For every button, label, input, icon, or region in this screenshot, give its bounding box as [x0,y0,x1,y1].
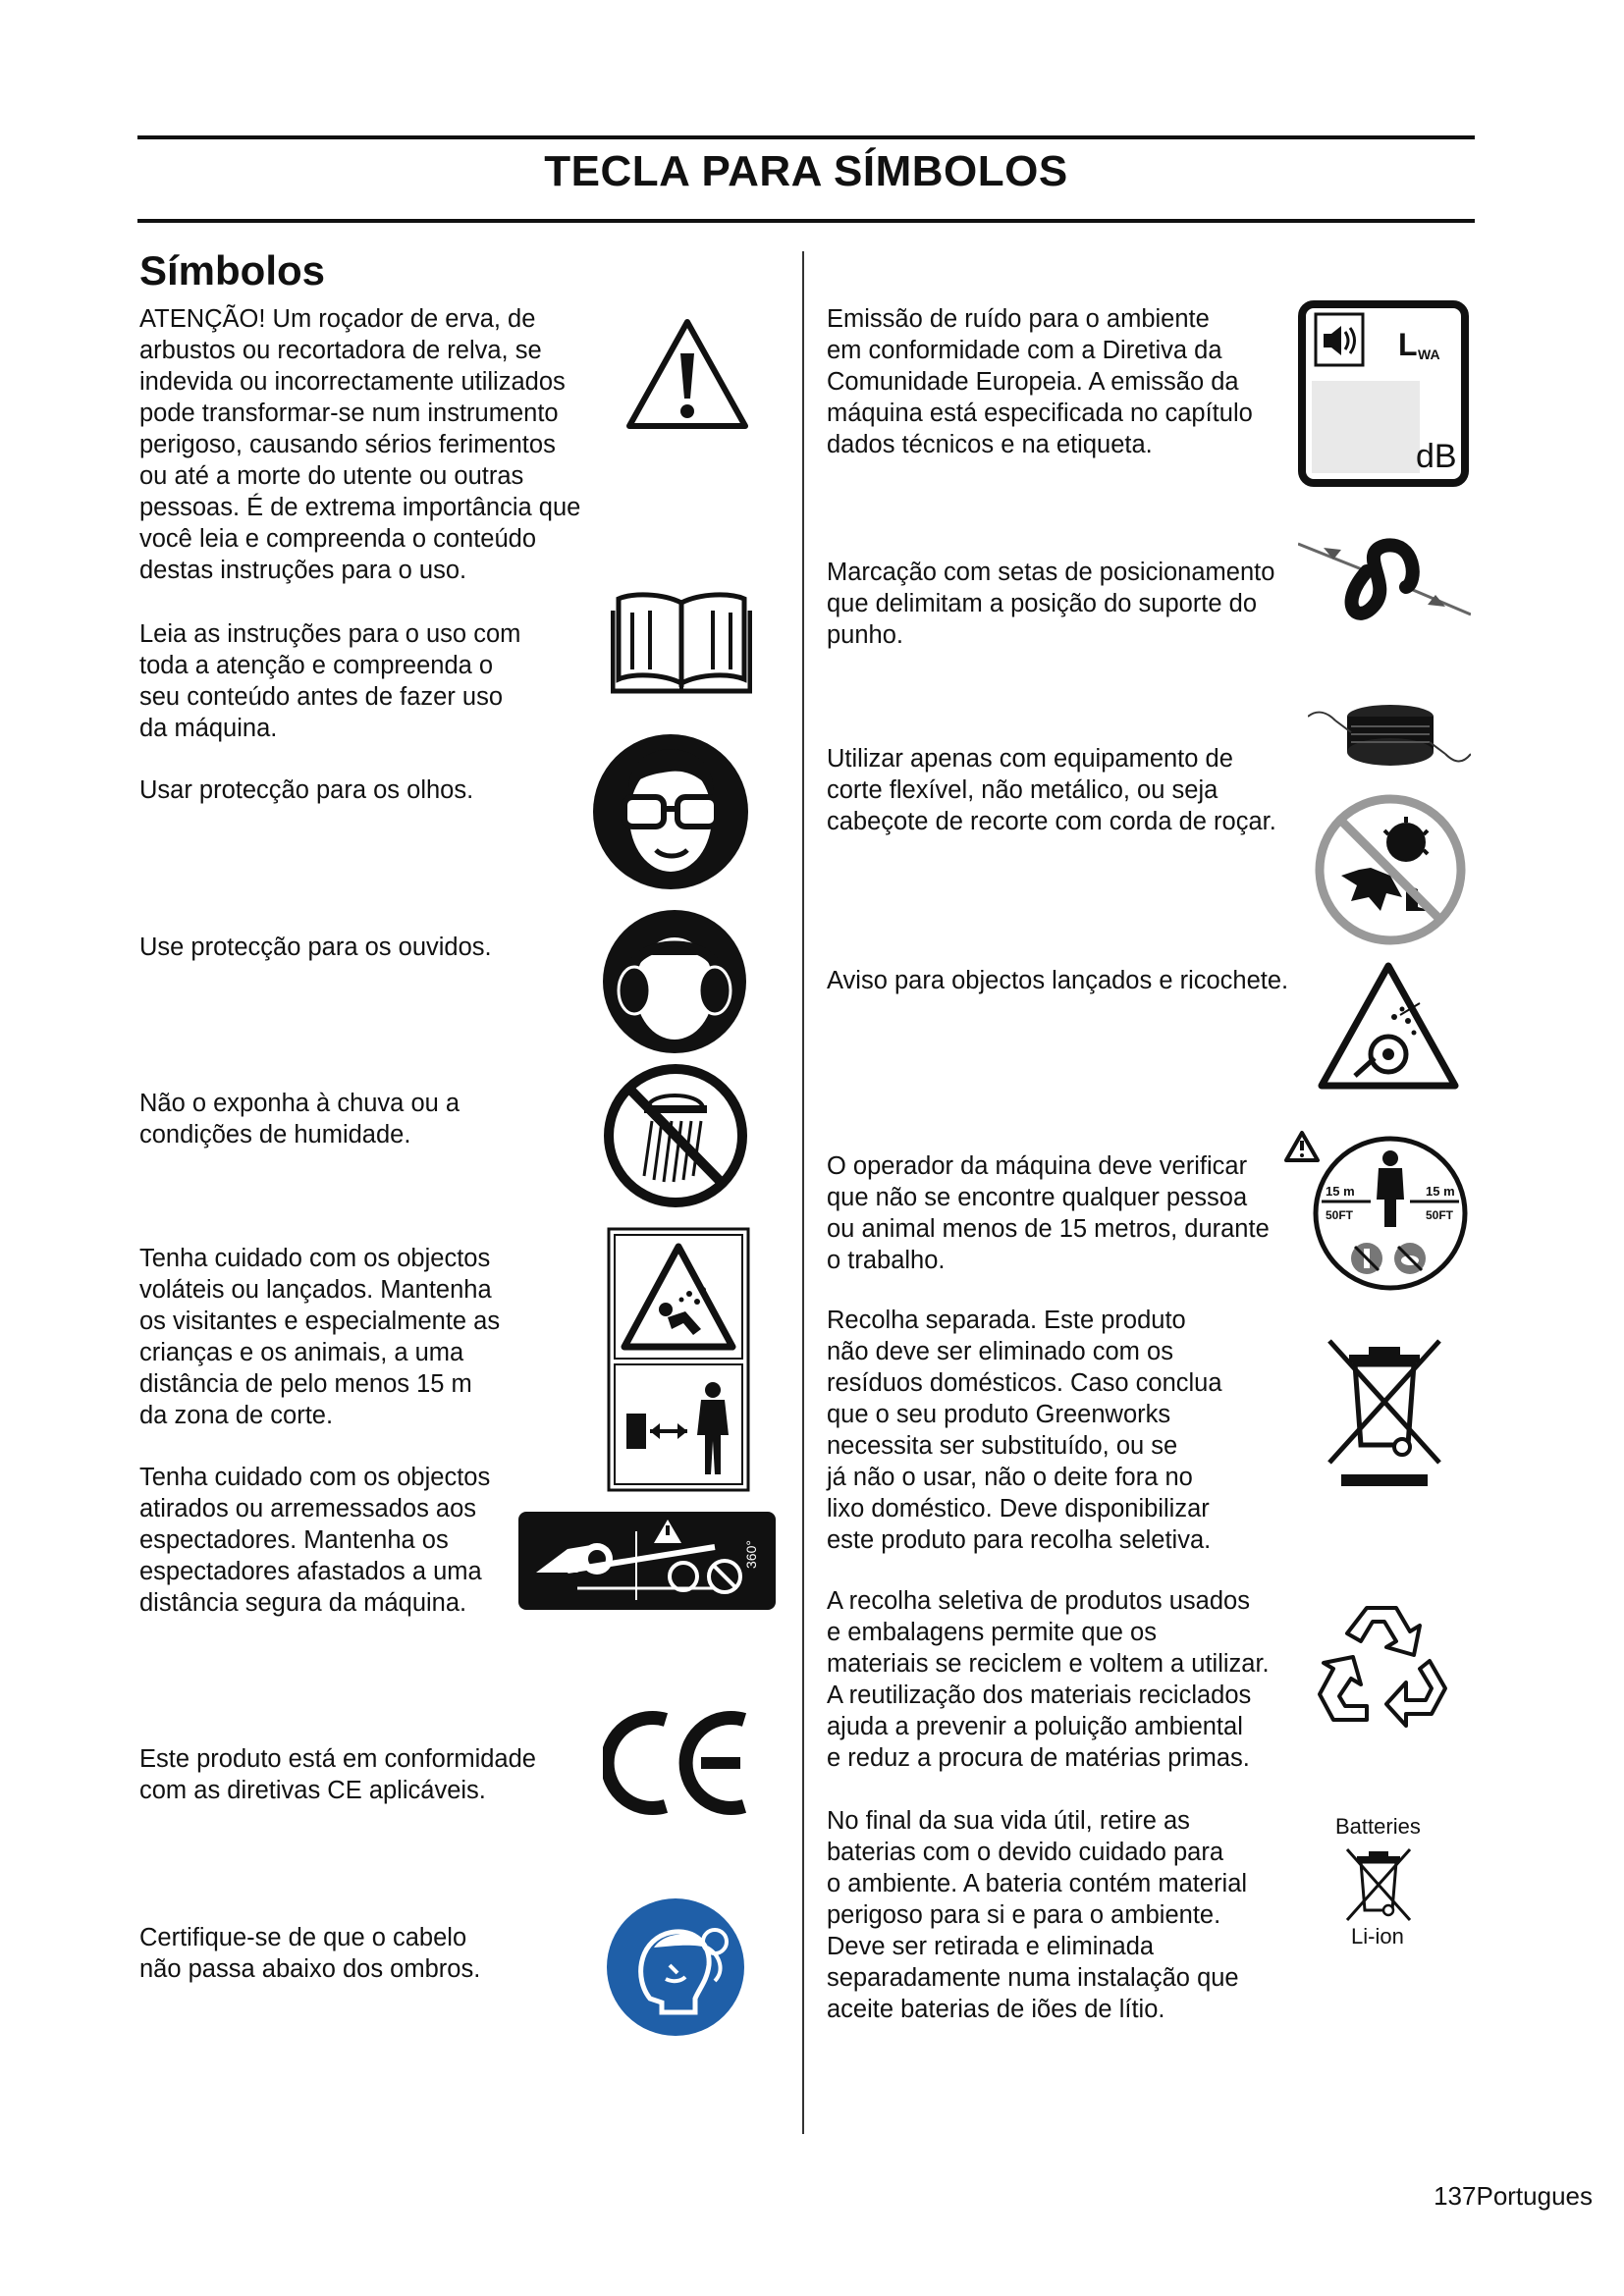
distance-right-m-label: 15 m [1426,1184,1455,1199]
thrown-objects-text: Tenha cuidado com os objectos voláteis ou lançados. Mantenha os visitantes e especialmente as crianças e os animais, a uma distância de pelo menos 15 m da zona de corte. [139,1245,501,1429]
no-metal-blade-icon [1312,791,1469,948]
recycle-icon [1312,1598,1451,1732]
warning-triangle-icon [623,316,751,432]
ricochet-text: Aviso para objectos lançados e ricochete. [827,967,1289,994]
rain-text: Não o exponha à chuva ou a condições de humidade. [139,1090,460,1148]
eye-protection-text: Usar protecção para os olhos. [139,776,474,804]
distance-left-m-label: 15 m [1326,1184,1355,1199]
page-number: 137Portugues [1434,2181,1593,2211]
battery-bin-icon [1343,1845,1414,1924]
noise-lwa-sub-label: WA [1418,347,1440,362]
arrows-text: Marcação com setas de posicionamento que delimitam a posição do suporte do punho. [827,559,1275,649]
distance-left-ft-label: 50FT [1326,1208,1354,1222]
bystanders-text: Tenha cuidado com os objectos atirados ou arremessados aos espectadores. Mantenha os espectadores afastados a uma distância segura da máquina. [139,1464,491,1617]
battery-text: No final da sua vida útil, retire as baterias com o devido cuidado para o ambiente. A bateria contém material perigoso para si e para o ambiente. Deve ser retirada e eliminada separadamente numa instalação que aceite baterias de iões de lítio. [827,1807,1248,2023]
handle-position-arrows-icon [1298,536,1471,626]
distance-right-ft-label: 50FT [1426,1208,1454,1222]
distance-warning-icon [1282,1129,1471,1292]
thrown-objects-sign-icon [607,1227,750,1492]
top-rule [137,135,1475,139]
noise-text: Emissão de ruído para o ambiente em conformidade com a Diretiva da Comunidade Europeia. A emissão da máquina está especificada no capítulo dados técnicos e na etiqueta. [827,305,1253,458]
battery-label-top: Batteries [1335,1814,1421,1839]
ear-protection-icon [601,908,748,1055]
page-title: TECLA PARA SÍMBOLOS [544,147,1068,195]
flexible-cutting-text: Utilizar apenas com equipamento de corte flexível, não metálico, ou seja cabeçote de recorte com corda de roçar. [827,745,1276,835]
noise-label-icon [1298,300,1469,487]
manual-text: Leia as instruções para o uso com toda a atenção e compreenda o seu conteúdo antes de fazer uso da máquina. [139,620,521,742]
noise-db-label: dB [1416,438,1457,475]
weee-text: Recolha separada. Este produto não deve ser eliminado com os resíduos domésticos. Caso conclua que o seu produto Greenworks necessita ser substituído, ou se já não o usar, não o deite fora no lixo doméstico. Deve disponibilizar este produto para recolha seletiva. [827,1307,1222,1554]
ear-protection-text: Use protecção para os ouvidos. [139,934,492,961]
hair-text: Certifique-se de que o cabelo não passa abaixo dos ombros. [139,1924,481,1983]
ricochet-warning-icon [1316,960,1461,1092]
ce-mark-icon [603,1708,752,1818]
warning-text: ATENÇÃO! Um roçador de erva, de arbustos ou recortadora de relva, se indevida ou incorrectamente utilizados pode transformar-se num instrumento perigoso, causando sérios ferimentos ou até a morte do utente ou outras pessoas. É de extrema importância que você leia e compreenda o conteúdo destas instruções para o uso. [139,305,581,584]
crossed-bin-icon [1326,1337,1443,1488]
trimmer-head-icon [1308,695,1471,774]
distance-text: O operador da máquina deve verificar que não se encontre qualquer pessoa ou animal menos de 15 metros, durante o trabalho. [827,1152,1270,1274]
column-divider [802,251,804,2134]
battery-label-bottom: Li-ion [1351,1924,1404,1949]
recycle-text: A recolha seletiva de produtos usados e embalagens permite que os materiais se reciclem e voltem a utilizar. A reutilização dos materiais reciclados ajuda a prevenir a poluição ambiental e reduz a procura de matérias primas. [827,1587,1270,1772]
eye-protection-icon [591,732,750,891]
section-heading: Símbolos [139,247,326,294]
bystander-guard-icon [518,1512,776,1610]
guard-angle-label: 360° [743,1540,759,1569]
manual-book-icon [611,589,752,697]
no-rain-icon [601,1062,750,1209]
noise-lwa-label: L [1398,327,1418,362]
hair-protection-icon [605,1896,746,2038]
title-underline [137,219,1475,223]
ce-text: Este produto está em conformidade com as diretivas CE aplicáveis. [139,1745,536,1804]
